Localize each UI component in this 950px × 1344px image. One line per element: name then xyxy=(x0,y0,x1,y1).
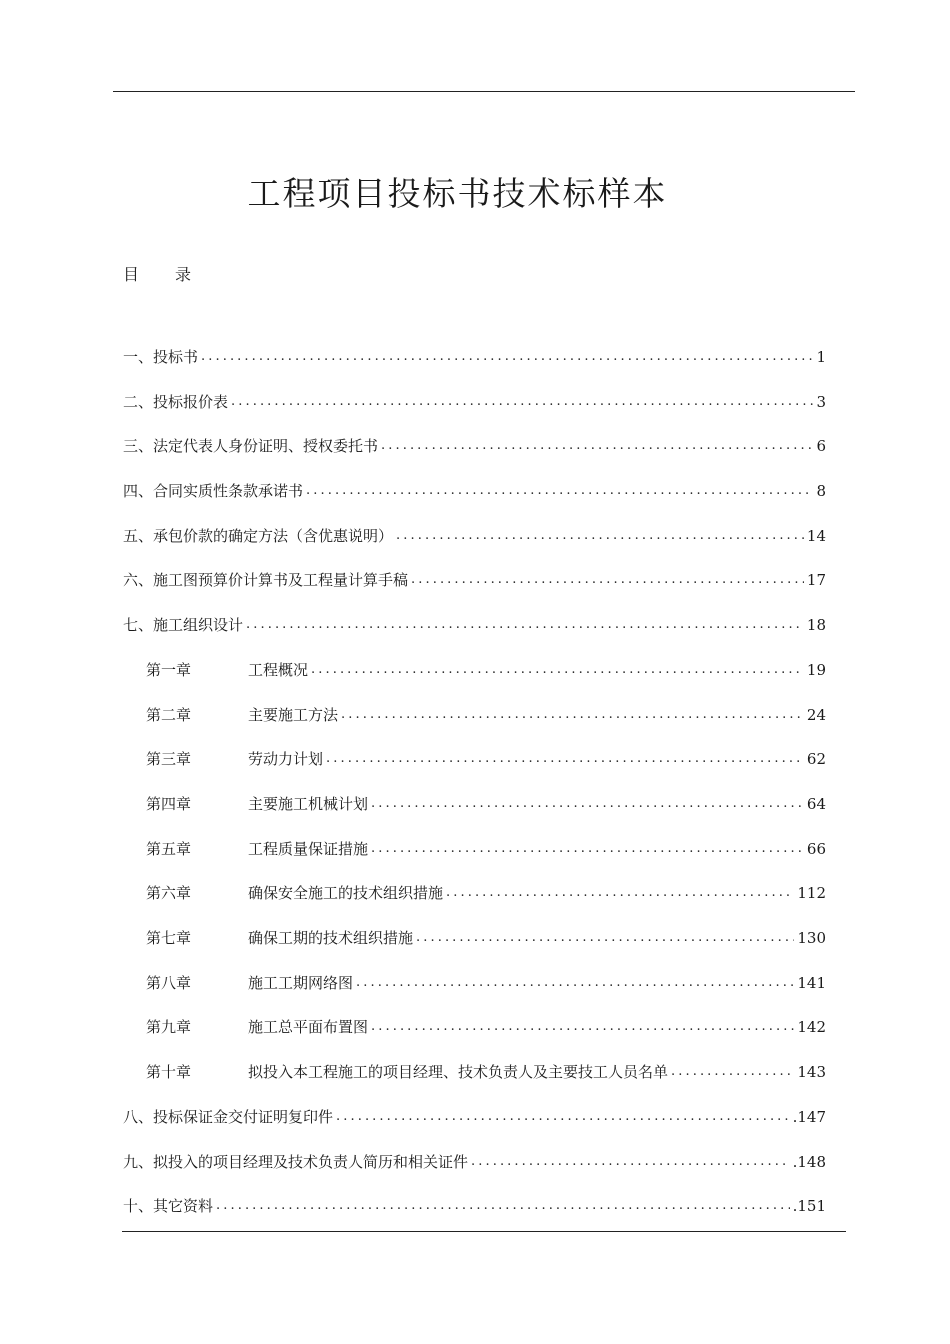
dot-leader xyxy=(326,748,804,770)
toc-entry[interactable] xyxy=(123,614,826,636)
toc-entry-page: .148 xyxy=(792,1153,826,1171)
chapter-page: 130 xyxy=(797,929,826,947)
chapter-label: 工程概况 xyxy=(248,661,309,679)
chapter-number: 第二章 xyxy=(146,706,192,724)
chapter-label: 拟投入本工程施工的项目经理、技术负责人及主要技工人员名单 xyxy=(248,1063,669,1081)
toc-entry-page: 8 xyxy=(816,482,826,500)
toc-entry-label: 一、投标书 xyxy=(123,348,199,366)
toc-chapter-entry[interactable] xyxy=(146,1061,826,1083)
toc-chapter-entry[interactable] xyxy=(146,659,826,681)
toc-entry-page: 6 xyxy=(816,437,826,455)
dot-leader xyxy=(336,1106,790,1128)
dot-leader xyxy=(671,1061,794,1083)
chapter-number: 第一章 xyxy=(146,661,192,679)
toc-entry-label: 四、合同实质性条款承诺书 xyxy=(123,482,304,500)
chapter-page: 143 xyxy=(797,1063,826,1081)
dot-leader xyxy=(371,793,804,815)
toc-entry-label: 五、承包价款的确定方法（含优惠说明） xyxy=(123,527,394,545)
chapter-label: 工程质量保证措施 xyxy=(248,840,369,858)
toc-chapter-entry[interactable] xyxy=(146,793,826,815)
toc-entry-page: 14 xyxy=(806,527,826,545)
dot-leader xyxy=(311,659,804,681)
chapter-number: 第六章 xyxy=(146,884,192,902)
toc-entry-page: .147 xyxy=(792,1108,826,1126)
toc-entry[interactable] xyxy=(123,435,826,457)
dot-leader xyxy=(216,1195,790,1217)
toc-entry[interactable] xyxy=(123,480,826,502)
toc-entry-page: 18 xyxy=(806,616,826,634)
chapter-page: 142 xyxy=(797,1018,826,1036)
dot-leader xyxy=(306,480,813,502)
chapter-page: 19 xyxy=(806,661,826,679)
chapter-number: 第三章 xyxy=(146,750,192,768)
toc-entry-label: 六、施工图预算价计算书及工程量计算手稿 xyxy=(123,571,409,589)
dot-leader xyxy=(471,1151,790,1173)
toc-entry[interactable] xyxy=(123,525,826,547)
toc-heading-char-2: 录 xyxy=(175,265,192,284)
toc-chapter-entry[interactable] xyxy=(146,927,826,949)
chapter-label: 劳动力计划 xyxy=(248,750,324,768)
toc-entry[interactable] xyxy=(123,1106,826,1128)
dot-leader xyxy=(341,704,804,726)
toc-entry-page: 1 xyxy=(816,348,826,366)
chapter-number: 第十章 xyxy=(146,1063,192,1081)
toc-chapter-entry[interactable] xyxy=(146,748,826,770)
dot-leader xyxy=(371,838,804,860)
chapter-label: 施工总平面布置图 xyxy=(248,1018,369,1036)
chapter-label: 主要施工方法 xyxy=(248,706,339,724)
toc-entry-page: .151 xyxy=(792,1197,826,1215)
toc-entry[interactable] xyxy=(123,1151,826,1173)
chapter-number: 第七章 xyxy=(146,929,192,947)
chapter-label: 确保安全施工的技术组织措施 xyxy=(248,884,444,902)
toc-entry[interactable] xyxy=(123,391,826,413)
chapter-number: 第五章 xyxy=(146,840,192,858)
dot-leader xyxy=(381,435,813,457)
header-rule xyxy=(113,91,855,92)
chapter-label: 主要施工机械计划 xyxy=(248,795,369,813)
chapter-page: 62 xyxy=(806,750,826,768)
toc-entry-label: 八、投标保证金交付证明复印件 xyxy=(123,1108,334,1126)
toc-entry-label: 九、拟投入的项目经理及技术负责人简历和相关证件 xyxy=(123,1153,469,1171)
toc-entry-page: 17 xyxy=(806,571,826,589)
chapter-page: 112 xyxy=(797,884,826,902)
dot-leader xyxy=(416,927,794,949)
chapter-number: 第九章 xyxy=(146,1018,192,1036)
chapter-page: 141 xyxy=(797,974,826,992)
toc-entry-label: 十、其它资料 xyxy=(123,1197,214,1215)
toc-entry-label: 七、施工组织设计 xyxy=(123,616,244,634)
footer-rule xyxy=(122,1231,846,1232)
toc-entry-page: 3 xyxy=(816,393,826,411)
toc-chapter-entry[interactable] xyxy=(146,1016,826,1038)
toc-chapter-entry[interactable] xyxy=(146,882,826,904)
dot-leader xyxy=(246,614,804,636)
dot-leader xyxy=(356,972,794,994)
dot-leader xyxy=(371,1016,794,1038)
chapter-number: 第八章 xyxy=(146,974,192,992)
toc-chapter-entry[interactable] xyxy=(146,704,826,726)
toc-chapter-entry[interactable] xyxy=(146,972,826,994)
dot-leader xyxy=(446,882,794,904)
toc-entry[interactable] xyxy=(123,569,826,591)
toc-heading-char-1: 目 xyxy=(123,265,140,284)
chapter-number: 第四章 xyxy=(146,795,192,813)
chapter-page: 66 xyxy=(806,840,826,858)
toc-entry-label: 二、投标报价表 xyxy=(123,393,229,411)
dot-leader xyxy=(231,391,813,413)
dot-leader xyxy=(411,569,804,591)
document-title: 工程项目投标书技术标样本 xyxy=(247,174,668,214)
toc-chapter-entry[interactable] xyxy=(146,838,826,860)
toc-entry-label: 三、法定代表人身份证明、授权委托书 xyxy=(123,437,379,455)
chapter-page: 64 xyxy=(806,795,826,813)
chapter-label: 施工工期网络图 xyxy=(248,974,354,992)
toc-entry[interactable] xyxy=(123,346,826,368)
dot-leader xyxy=(396,525,804,547)
toc-heading xyxy=(123,262,191,285)
chapter-label: 确保工期的技术组织措施 xyxy=(248,929,414,947)
chapter-page: 24 xyxy=(806,706,826,724)
toc-entry[interactable] xyxy=(123,1195,826,1217)
dot-leader xyxy=(201,346,813,368)
